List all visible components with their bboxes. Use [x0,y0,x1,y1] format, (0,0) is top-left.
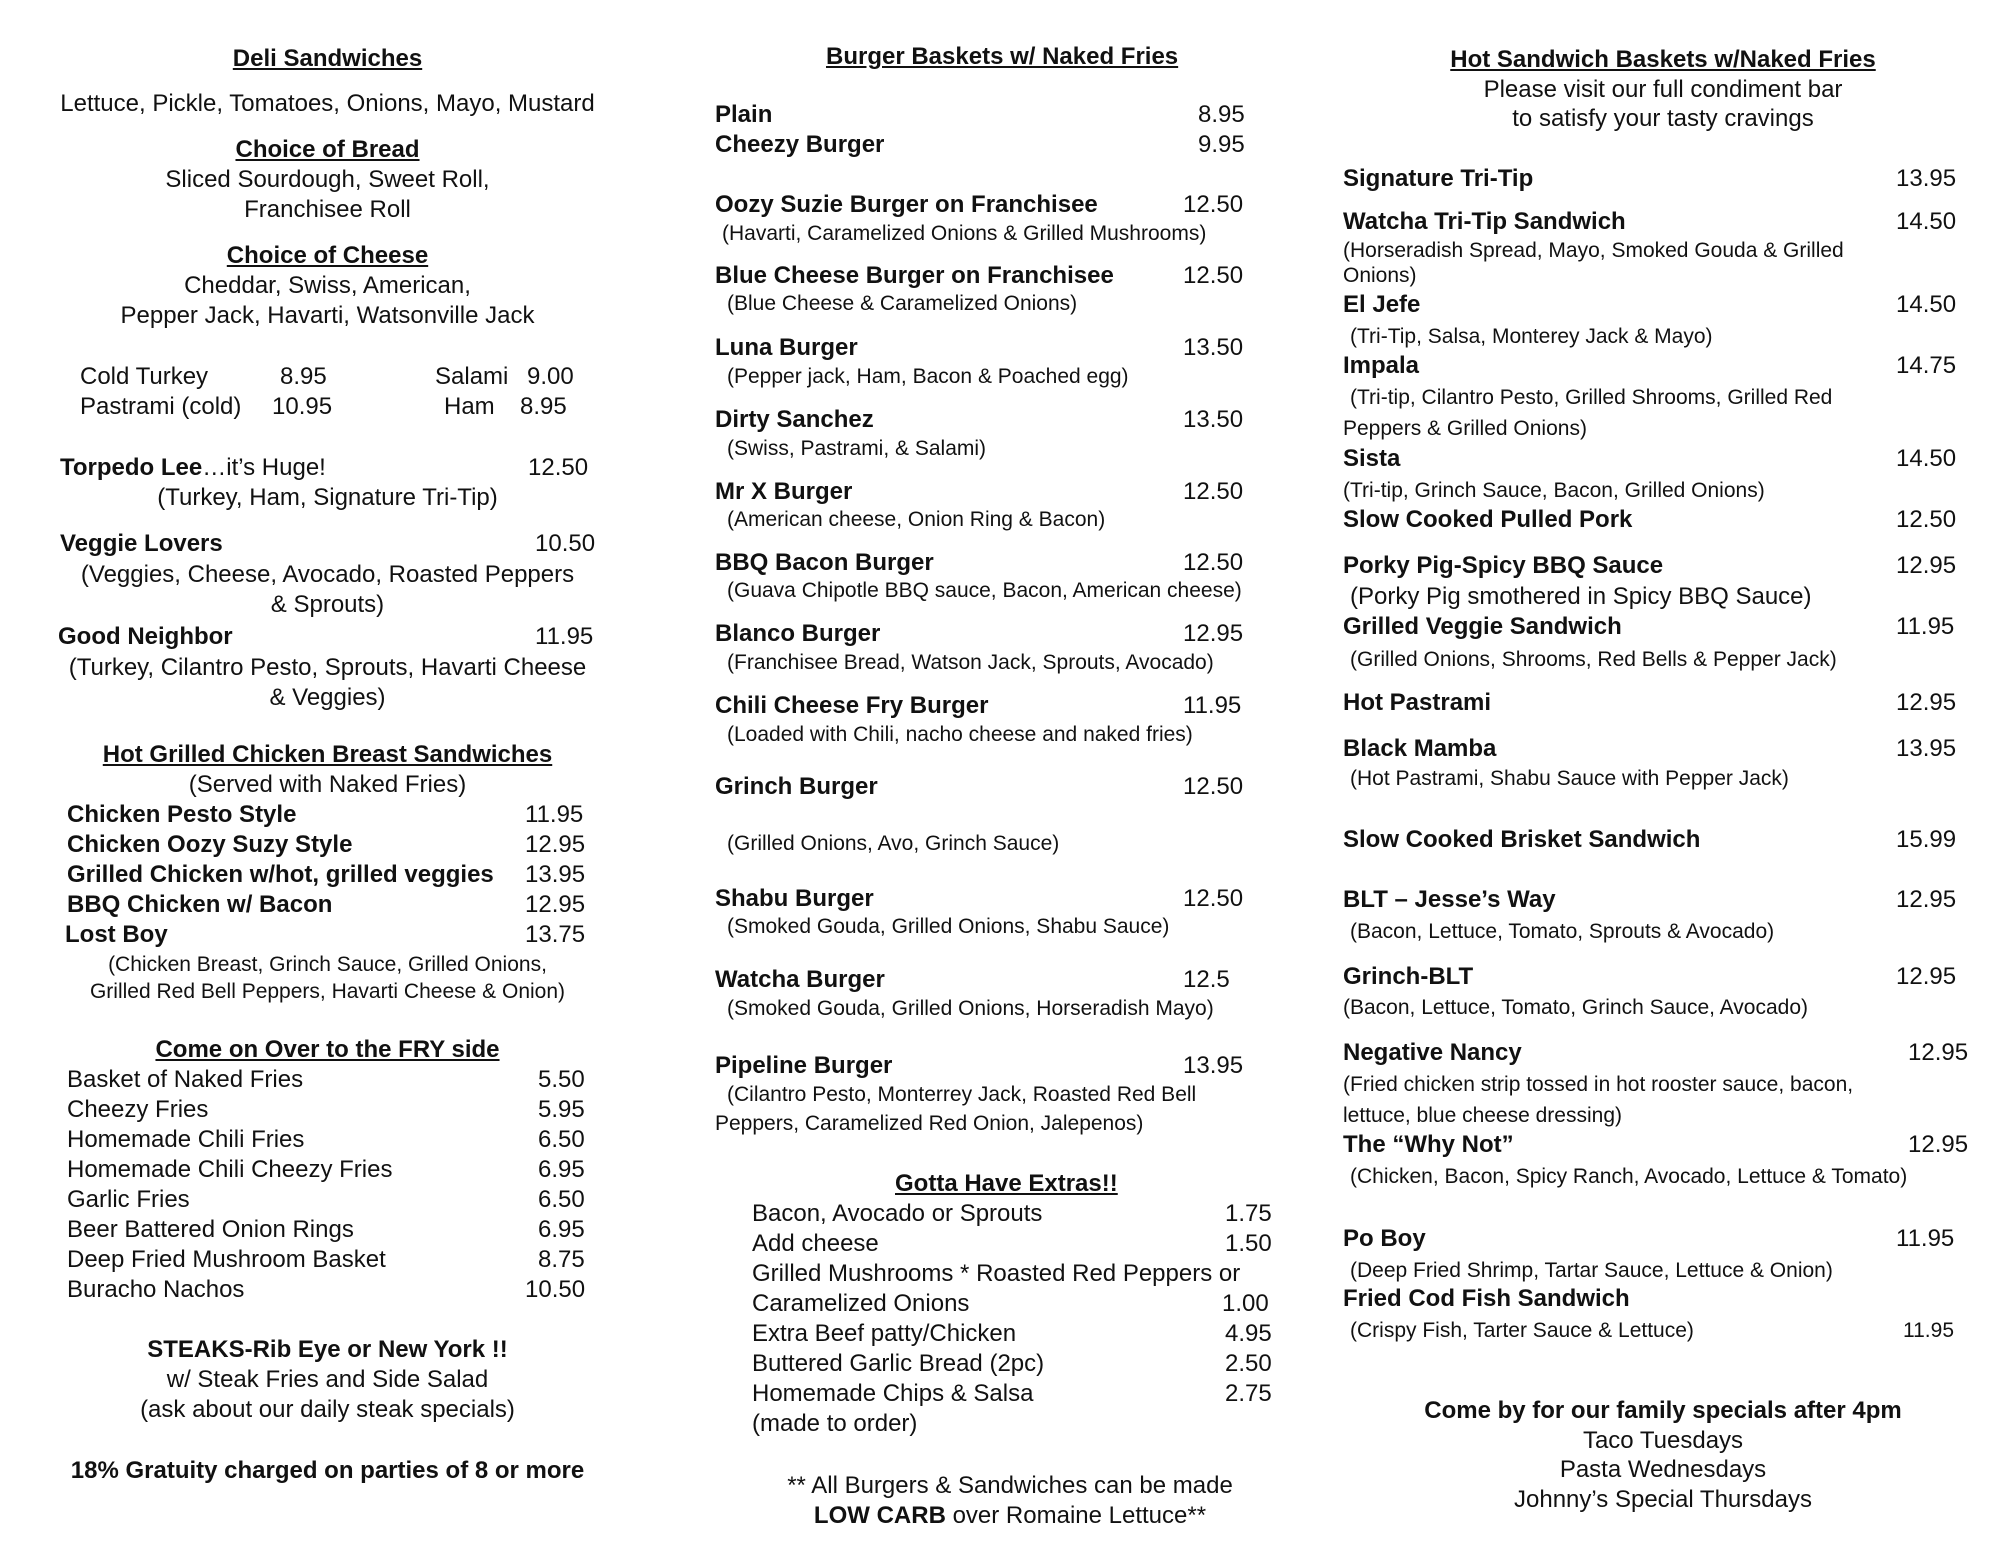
menu-item-name: Cheezy Fries [67,1096,209,1123]
menu-item-name: Bacon, Avocado or Sprouts [752,1200,1043,1227]
menu-item-name: Impala [1343,352,1420,379]
menu-item-name: Oozy Suzie Burger on Franchisee [715,191,1098,218]
menu-item-price: 6.95 [538,1216,585,1243]
menu-item-desc: (Blue Cheese & Caramelized Onions) [727,292,1078,315]
menu-item-name: Grinch-BLT [1343,963,1474,990]
menu-item-name: Garlic Fries [67,1186,190,1213]
menu-item-name: Homemade Chips & Salsa [752,1380,1034,1407]
menu-item-desc: (Porky Pig smothered in Spicy BBQ Sauce) [1350,583,1812,610]
menu-item-desc: (Turkey, Ham, Signature Tri-Tip) [157,484,498,511]
menu-item-price: 11.95 [525,801,584,828]
menu-item-price: 11.95 [1896,613,1955,640]
steaks-title: STEAKS-Rib Eye or New York !! [147,1336,508,1363]
menu-item-price: 11.95 [1183,692,1242,719]
steaks-line: w/ Steak Fries and Side Salad [166,1366,489,1393]
menu-item-name: Extra Beef patty/Chicken [752,1320,1017,1347]
menu-item-desc: (Smoked Gouda, Grilled Onions, Horseradish Mayo) [727,997,1214,1020]
menu-item-name: Po Boy [1343,1225,1426,1252]
menu-item-price: 12.95 [1896,552,1957,579]
menu-item-desc: (Grilled Onions, Avo, Grinch Sauce) [727,832,1060,855]
menu-item-name: BBQ Chicken w/ Bacon [67,891,333,918]
menu-item-name: Grilled Veggie Sandwich [1343,613,1622,640]
menu-item-name: Ham [444,393,495,420]
menu-item-name: Mr X Burger [715,478,853,505]
gratuity-note: 18% Gratuity charged on parties of 8 or more [70,1457,585,1484]
menu-item-name: Lost Boy [65,921,168,948]
menu-item-desc: Onions) [1343,264,1417,287]
menu-item-name: Shabu Burger [715,885,874,912]
menu-item-price: 12.95 [525,891,586,918]
menu-item-desc: (American cheese, Onion Ring & Bacon) [727,508,1106,531]
menu-item-price: 8.75 [538,1246,585,1273]
menu-item-price: 2.50 [1225,1350,1272,1377]
menu-item-price: 1.00 [1222,1290,1269,1317]
menu-item-desc: Peppers & Grilled Onions) [1343,417,1587,440]
menu-item-desc: (Tri-Tip, Salsa, Monterey Jack & Mayo) [1350,325,1713,348]
menu-item-desc: (Cilantro Pesto, Monterrey Jack, Roasted Red Bell [727,1083,1197,1106]
menu-item-desc: (Bacon, Lettuce, Tomato, Grinch Sauce, Avocado) [1343,996,1808,1019]
menu-item-price: 8.95 [1198,101,1245,128]
menu-item-name: Good Neighbor [58,623,233,650]
menu-item-name: Sista [1343,445,1401,472]
menu-item-price: 12.50 [528,454,589,481]
menu-item-name: BBQ Bacon Burger [715,549,934,576]
menu-item-desc: & Veggies) [269,684,386,711]
menu-item-name: Blanco Burger [715,620,881,647]
menu-item-name: Blue Cheese Burger on Franchisee [715,262,1114,289]
menu-item-price: 13.95 [525,861,586,888]
menu-item-price: 13.50 [1183,334,1244,361]
section-subtitle: (Served with Naked Fries) [188,771,467,798]
menu-item-name: Plain [715,101,773,128]
menu-item-price: 1.50 [1225,1230,1272,1257]
menu-item-desc: Peppers, Caramelized Red Onion, Jalepenos) [715,1112,1144,1135]
menu-item-price: 9.00 [527,363,574,390]
menu-item-name: Black Mamba [1343,735,1497,762]
section-subtitle: to satisfy your tasty cravings [1512,105,1814,132]
menu-item-price: 12.50 [1896,506,1957,533]
menu-item-name: Torpedo Lee [60,454,203,481]
menu-item-price: 6.50 [538,1126,585,1153]
menu-item-price: 12.50 [1183,191,1244,218]
menu-item-price: 12.50 [1183,478,1244,505]
menu-item-name: Buttered Garlic Bread (2pc) [752,1350,1045,1377]
menu-item-desc: (Crispy Fish, Tarter Sauce & Lettuce) [1350,1319,1694,1342]
menu-item-price: 12.95 [525,831,586,858]
menu-item-price: 12.50 [1183,262,1244,289]
menu-item-price: 12.50 [1183,549,1244,576]
menu-item-desc: (Guava Chipotle BBQ sauce, Bacon, American cheese) [727,579,1242,602]
specials-line: Taco Tuesdays [1582,1427,1744,1454]
menu-item-price: 11.95 [535,623,594,650]
menu-item-price: 2.75 [1225,1380,1272,1407]
menu-item-desc: (Smoked Gouda, Grilled Onions, Shabu Sauce) [727,915,1170,938]
menu-item-name: The “Why Not” [1343,1131,1514,1158]
menu-item-name: (made to order) [752,1410,918,1437]
menu-item-desc: (Horseradish Spread, Mayo, Smoked Gouda & Grilled [1343,239,1844,262]
menu-item-price: 12.95 [1183,620,1244,647]
menu-item-price: 14.75 [1896,352,1957,379]
menu-item-name: Fried Cod Fish Sandwich [1343,1285,1630,1312]
menu-item-name: Deep Fried Mushroom Basket [67,1246,386,1273]
menu-item-price: 14.50 [1896,291,1957,318]
menu-item-price: 8.95 [520,393,567,420]
menu-item-price: 12.5 [1183,966,1230,993]
menu-item-name: Chicken Oozy Suzy Style [67,831,353,858]
menu-item-price: 13.75 [525,921,586,948]
menu-item-price: 6.50 [538,1186,585,1213]
menu-item-price: 15.99 [1896,826,1957,853]
menu-item-price: 9.95 [1198,131,1245,158]
menu-item-price: 13.95 [1183,1052,1244,1079]
menu-item-price: 12.95 [1896,963,1957,990]
menu-item-desc: (Grilled Onions, Shrooms, Red Bells & Pepper Jack) [1350,648,1837,671]
menu-item-price: 1.75 [1225,1200,1272,1227]
menu-item-name: Salami [435,363,509,390]
menu-item-price: 12.95 [1908,1131,1969,1158]
menu-item-price: 12.95 [1908,1039,1969,1066]
menu-item-desc: (Chicken, Bacon, Spicy Ranch, Avocado, Lettuce & Tomato) [1350,1165,1908,1188]
menu-item-name: Dirty Sanchez [715,406,874,433]
menu-item-price: 11.95 [1903,1319,1954,1342]
menu-item-tagline: …it’s Huge! [202,454,326,481]
menu-item-desc: (Deep Fried Shrimp, Tartar Sauce, Lettuce & Onion) [1350,1259,1833,1282]
section-title-extras: Gotta Have Extras!! [895,1170,1118,1197]
menu-item-name: Pastrami (cold) [80,393,242,420]
menu-item-name: Caramelized Onions [752,1290,970,1317]
menu-item-name: Homemade Chili Fries [67,1126,305,1153]
specials-title: Come by for our family specials after 4pm [1424,1397,1902,1424]
bread-line: Sliced Sourdough, Sweet Roll, [165,166,490,193]
menu-item-price: 14.50 [1896,208,1957,235]
menu-item-name: El Jefe [1343,291,1421,318]
steaks-line: (ask about our daily steak specials) [140,1396,515,1423]
menu-item-price: 5.50 [538,1066,585,1093]
menu-item-desc: (Pepper jack, Ham, Bacon & Poached egg) [727,365,1129,388]
specials-line: Pasta Wednesdays [1559,1456,1767,1483]
menu-item-name: Chili Cheese Fry Burger [715,692,989,719]
deli-toppings: Lettuce, Pickle, Tomatoes, Onions, Mayo, Mustard [60,90,595,117]
menu-item-desc: (Tri-tip, Grinch Sauce, Bacon, Grilled Onions) [1343,479,1765,502]
menu-item-desc: (Tri-tip, Cilantro Pesto, Grilled Shrooms, Grilled Red [1350,386,1833,409]
menu-item-desc: Grilled Red Bell Peppers, Havarti Cheese & Onion) [89,980,566,1003]
lowcarb-note-2 [710,1501,1310,1531]
menu-item-name: Pipeline Burger [715,1052,893,1079]
menu-item-price: 5.95 [538,1096,585,1123]
lowcarb-rest: over Romaine Lettuce** [945,1502,1207,1529]
column-middle [710,0,1310,1545]
menu-item-desc: (Fried chicken strip tossed in hot rooster sauce, bacon, [1343,1073,1854,1096]
menu-item-name: Signature Tri-Tip [1343,165,1534,192]
menu-item-name: BLT – Jesse’s Way [1343,886,1556,913]
menu-item-desc: (Hot Pastrami, Shabu Sauce with Pepper Jack) [1350,767,1789,790]
menu-item-price: 13.50 [1183,406,1244,433]
menu-item-name: Cold Turkey [80,363,209,390]
menu-item-name: Watcha Burger [715,966,885,993]
menu-item-price: 12.50 [1183,885,1244,912]
menu-item-desc: (Swiss, Pastrami, & Salami) [727,437,987,460]
menu-item-desc: & Sprouts) [270,591,385,618]
menu-item-price: 8.95 [280,363,327,390]
menu-item-desc: (Bacon, Lettuce, Tomato, Sprouts & Avocado) [1350,920,1775,943]
menu-item-name: Watcha Tri-Tip Sandwich [1343,208,1626,235]
cheese-title: Choice of Cheese [226,242,429,269]
menu-item-name: Homemade Chili Cheezy Fries [67,1156,393,1183]
menu-item-price: 12.50 [1183,773,1244,800]
section-title-deli: Deli Sandwiches [232,45,423,72]
menu-item-price: 10.50 [525,1276,586,1303]
bread-title: Choice of Bread [235,136,420,163]
menu-item-name: Chicken Pesto Style [67,801,297,828]
lowcarb-note: ** All Burgers & Sandwiches can be made [787,1472,1233,1499]
menu-item-name: Grilled Mushrooms * Roasted Red Peppers or [752,1260,1241,1287]
menu-item-name: Slow Cooked Brisket Sandwich [1343,826,1701,853]
menu-item-price: 6.95 [538,1156,585,1183]
menu-item-price: 13.95 [1896,165,1957,192]
section-subtitle: Please visit our full condiment bar [1483,76,1843,103]
cheese-line: Cheddar, Swiss, American, [184,272,471,299]
menu-item-desc: (Franchisee Bread, Watson Jack, Sprouts, Avocado) [727,651,1214,674]
menu-item-price: 11.95 [1896,1225,1955,1252]
menu-item-price: 12.95 [1896,886,1957,913]
column-right [1343,0,1983,1545]
menu-item-price: 10.95 [272,393,333,420]
bread-line: Franchisee Roll [244,196,411,223]
menu-item-price: 13.95 [1896,735,1957,762]
menu-item-name: Hot Pastrami [1343,689,1492,716]
menu-item-name: Add cheese [752,1230,879,1257]
menu-item-name: Grinch Burger [715,773,878,800]
menu-item-name: Cheezy Burger [715,131,885,158]
column-left [40,0,615,1545]
specials-line: Johnny’s Special Thursdays [1514,1486,1812,1513]
menu-item-name: Luna Burger [715,334,858,361]
section-title-fries: Come on Over to the FRY side [155,1036,500,1063]
menu-item-desc: lettuce, blue cheese dressing) [1343,1104,1622,1127]
menu-item-price: 4.95 [1225,1320,1272,1347]
menu-item-desc: (Turkey, Cilantro Pesto, Sprouts, Havarti Cheese [68,654,587,681]
menu-item-name: Basket of Naked Fries [67,1066,304,1093]
menu-item-name: Negative Nancy [1343,1039,1522,1066]
menu-item-desc: (Chicken Breast, Grinch Sauce, Grilled Onions, [108,953,547,976]
menu-item-name: Veggie Lovers [60,530,223,557]
menu-item-price: 10.50 [535,530,596,557]
menu-item-price: 14.50 [1896,445,1957,472]
menu-item-price: 12.95 [1896,689,1957,716]
menu-item-torpedo [60,453,326,483]
menu-item-name: Grilled Chicken w/hot, grilled veggies [67,861,494,888]
menu-item-name: Beer Battered Onion Rings [67,1216,354,1243]
section-title-hot-sandwich: Hot Sandwich Baskets w/Naked Fries [1450,46,1876,73]
menu-item-name: Slow Cooked Pulled Pork [1343,506,1633,533]
menu-item-desc: (Veggies, Cheese, Avocado, Roasted Peppers [80,561,575,588]
section-title-chicken: Hot Grilled Chicken Breast Sandwiches [102,741,553,768]
lowcarb-bold: LOW CARB [813,1502,946,1529]
menu-item-name: Porky Pig-Spicy BBQ Sauce [1343,552,1664,579]
cheese-line: Pepper Jack, Havarti, Watsonville Jack [120,302,535,329]
section-title-burgers: Burger Baskets w/ Naked Fries [826,43,1179,70]
menu-item-name: Buracho Nachos [67,1276,245,1303]
menu-item-desc: (Loaded with Chili, nacho cheese and naked fries) [727,723,1193,746]
menu-item-desc: (Havarti, Caramelized Onions & Grilled Mushrooms) [722,222,1207,245]
